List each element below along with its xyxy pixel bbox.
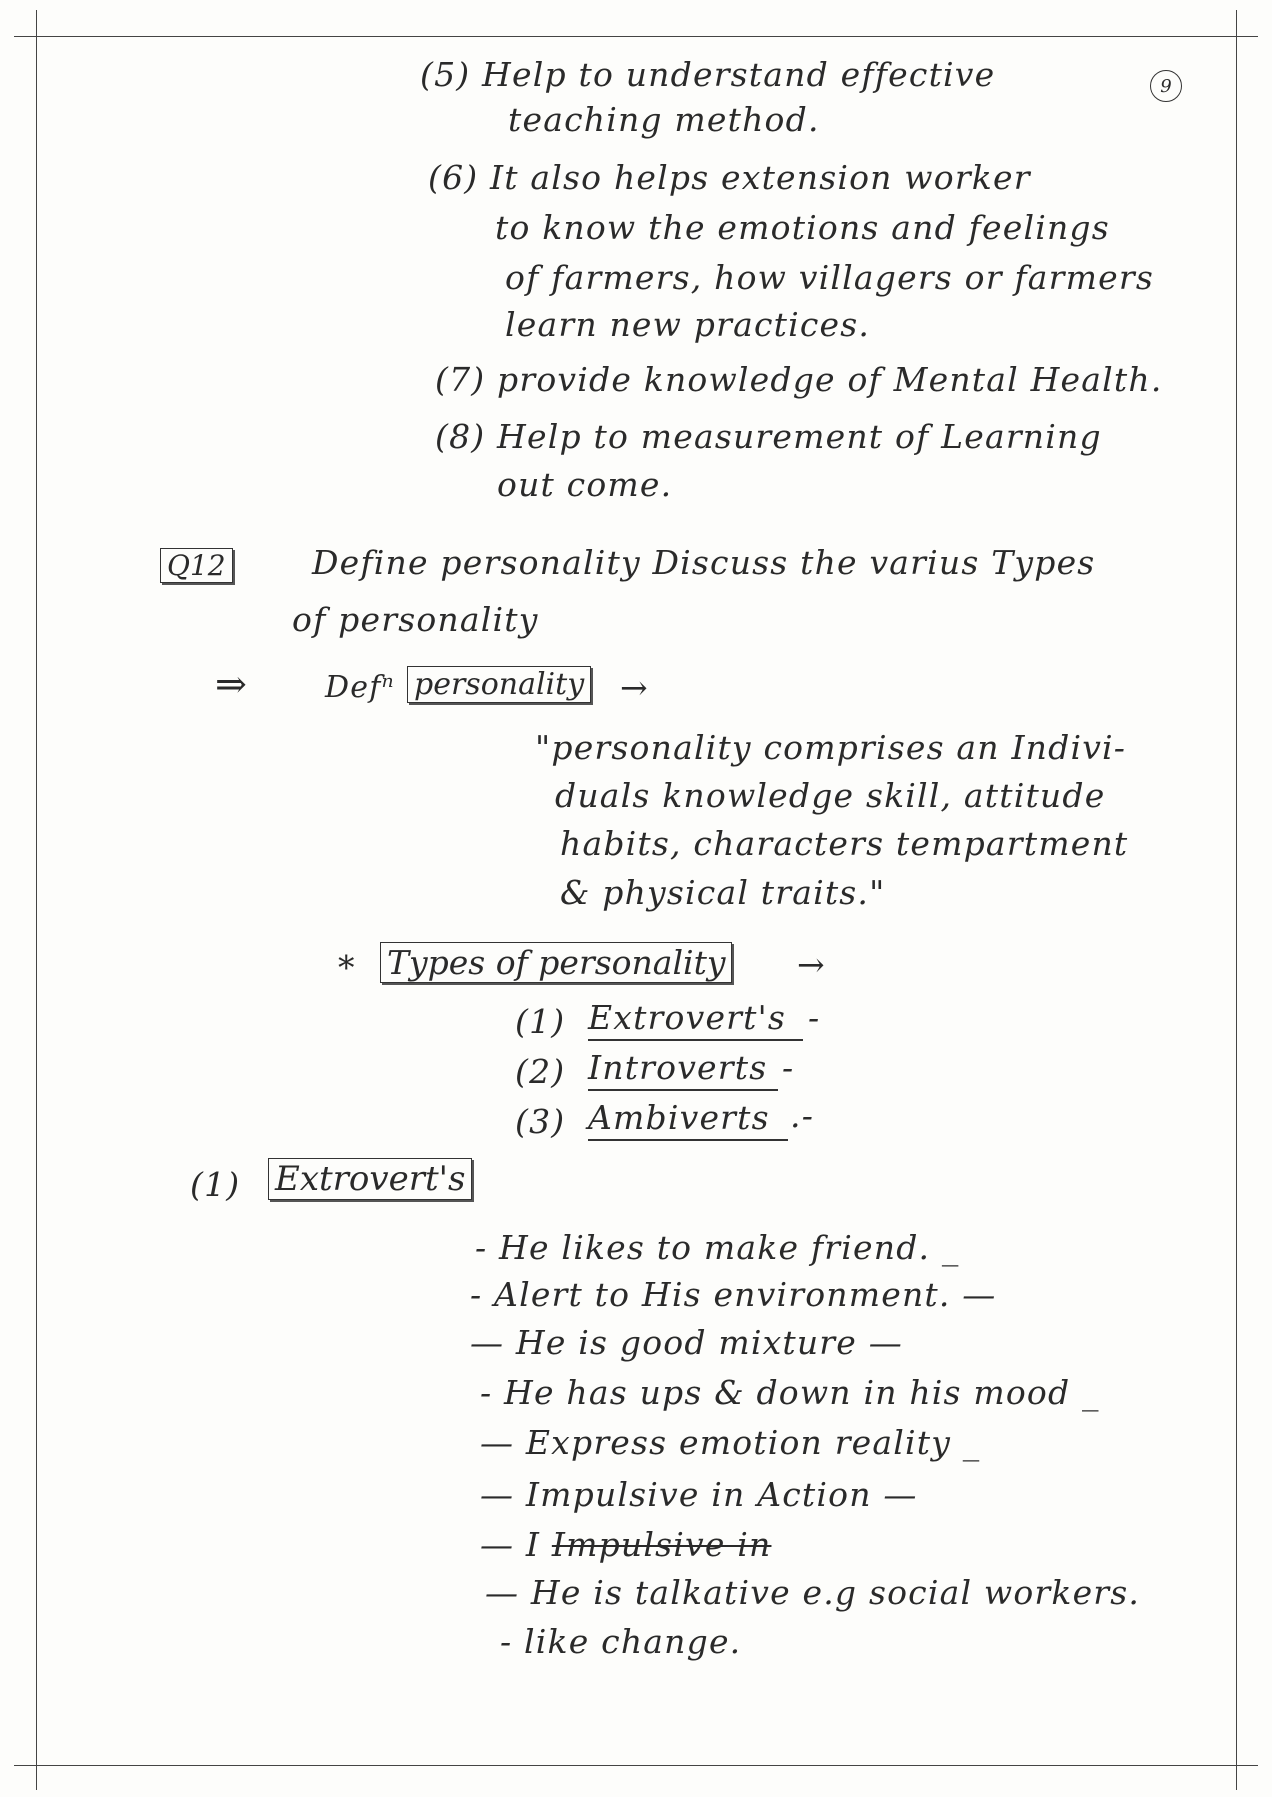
definition-prefix: Defⁿ: [325, 670, 395, 705]
definition-tail-arrow: →: [620, 668, 649, 707]
question-line-2: of personality: [292, 600, 539, 639]
point-7: (7) provide knowledge of Mental Health.: [435, 360, 1163, 399]
extrovert-point-8: - like change.: [500, 1622, 742, 1661]
extrovert-point-3: — He is good mixture —: [470, 1323, 903, 1362]
extrovert-point-6: — Impulsive in Action —: [480, 1475, 918, 1514]
left-margin-rule: [36, 10, 37, 1790]
type-3-dash: .-: [790, 1096, 815, 1135]
point-6-line-1: (6) It also helps extension worker: [428, 158, 1031, 197]
type-1-label: Extrovert's: [588, 998, 803, 1041]
definition-quote-line-2: duals knowledge skill, attitude: [555, 776, 1106, 815]
extrovert-point-1: - He likes to make friend. _: [475, 1228, 960, 1267]
extrovert-point-5: — Express emotion reality _: [480, 1423, 981, 1462]
page-number: 9: [1150, 70, 1182, 102]
type-1-number: (1): [515, 1002, 566, 1041]
struck-text: Impulsive in: [551, 1525, 772, 1564]
types-star: *: [338, 948, 356, 987]
type-3-label: Ambiverts: [588, 1098, 788, 1141]
type-2-dash: -: [782, 1048, 795, 1087]
point-6-line-2: to know the emotions and feelings: [495, 208, 1110, 247]
right-margin-rule: [1236, 10, 1237, 1790]
point-5-line-2: teaching method.: [508, 100, 820, 139]
top-rule: [14, 36, 1258, 37]
question-label: Q12: [160, 548, 233, 583]
definition-arrow: ⇒: [215, 662, 249, 706]
extrovert-heading: Extrovert's: [268, 1158, 472, 1200]
point-6-line-4: learn new practices.: [505, 305, 871, 344]
bottom-rule: [14, 1765, 1258, 1766]
extrovert-point-7: — He is talkative e.g social workers.: [485, 1573, 1141, 1612]
point-6-line-3: of farmers, how villagers or farmers: [505, 258, 1154, 297]
extrovert-point-2: - Alert to His environment. —: [470, 1275, 997, 1314]
type-2-label: Introverts: [588, 1048, 778, 1091]
definition-quote-line-4: & physical traits.": [560, 873, 886, 912]
type-3-number: (3): [515, 1102, 566, 1141]
type-1-dash: -: [808, 998, 821, 1037]
point-8-line-2: out come.: [497, 465, 673, 504]
definition-term: personality: [407, 666, 591, 703]
question-line-1: Define personality Discuss the varius Types: [312, 543, 1096, 582]
definition-quote-line-3: habits, characters tempartment: [560, 824, 1129, 863]
types-heading: Types of personality: [380, 942, 732, 983]
extrovert-point-4: - He has ups & down in his mood _: [480, 1373, 1100, 1412]
struck-prefix: — I: [480, 1525, 541, 1564]
point-8-line-1: (8) Help to measurement of Learning: [435, 417, 1102, 456]
point-5-line-1: (5) Help to understand effective: [420, 55, 996, 94]
extrovert-point-struck-line: [480, 1525, 771, 1564]
definition-quote-line-1: "personality comprises an Indivi-: [535, 728, 1127, 767]
types-tail-arrow: →: [797, 945, 826, 984]
extrovert-number: (1): [190, 1165, 241, 1204]
type-2-number: (2): [515, 1052, 566, 1091]
